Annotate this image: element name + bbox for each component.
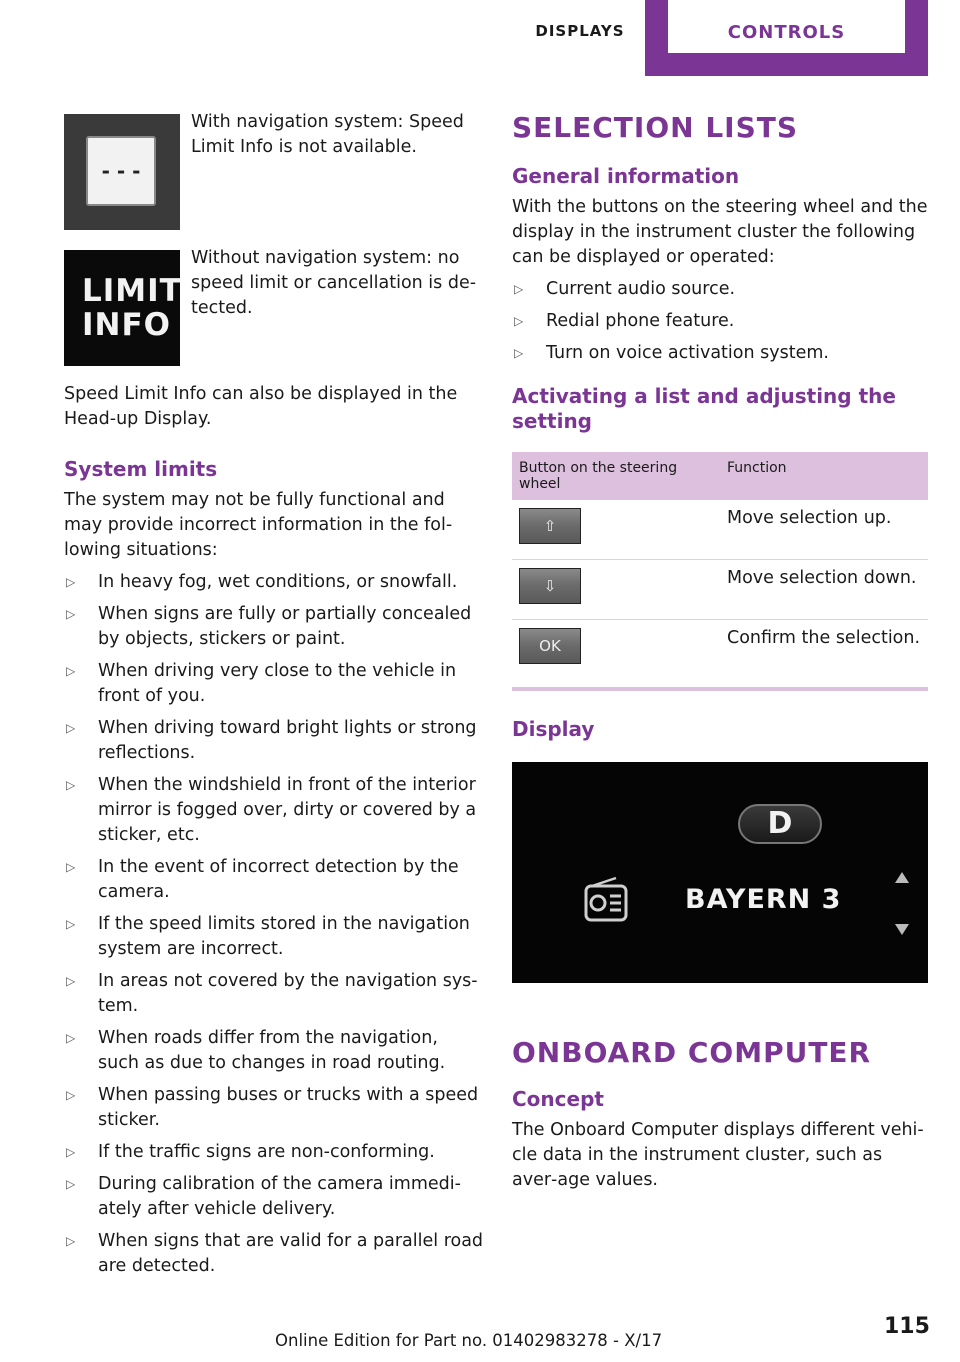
limit-info-text: Without navigation system: no speed limit or cancellation is de‐tected. [191,248,477,318]
arrow-up-key-icon: ⇧ [519,508,581,544]
general-info-heading: General information [512,164,740,188]
bullet-triangle-icon: ▷ [66,860,76,874]
scroll-up-icon [895,872,909,883]
instrument-cluster-display [512,762,928,983]
left-column [64,110,484,1286]
bullet-triangle-icon: ▷ [66,1145,76,1159]
bullet-triangle-icon: ▷ [514,314,524,328]
steering-buttons-table [512,452,928,679]
bullet-triangle-icon: ▷ [66,575,76,589]
general-info-text: With the buttons on the steering wheel and the display in the instrument cluster the following can be displayed or operated: [512,197,928,267]
bullet-triangle-icon: ▷ [66,1177,76,1191]
bullet-triangle-icon: ▷ [66,664,76,678]
radio-icon [582,874,630,924]
list-item: ▷ Current audio source. [512,277,928,302]
page-number: 115 [884,1314,930,1339]
system-limits-intro: The system may not be fully functional and may provide incorrect information in the fol‐lowing situations: [64,490,453,560]
bullet-triangle-icon: ▷ [514,282,524,296]
table-row [512,560,928,620]
chapter-tab [668,0,905,53]
limit-glyph: LIMIT [82,273,182,309]
general-info-list [512,277,928,366]
list-item: ▷ When passing buses or trucks with a speed sticker. [66,1085,479,1130]
list-item: ▷ When driving toward bright lights or strong reflections. [66,718,477,763]
selection-lists-heading: SELECTION LISTS [512,111,799,144]
list-item: ▷ When signs are fully or partially concealed by objects, stickers or paint. [66,604,472,649]
hud-text: Speed Limit Info can also be displayed in the Head-up Display. [64,384,458,429]
bullet-triangle-icon: ▷ [514,346,524,360]
speed-limit-unavailable-text: With navigation system: Speed Limit Info is not available. [191,112,464,157]
table-bottom-rule [512,687,928,691]
chapter-tab-label: CONTROLS [727,22,846,43]
list-item: ▷ Redial phone feature. [512,309,928,334]
bullet-triangle-icon: ▷ [66,1031,76,1045]
bullet-triangle-icon: ▷ [66,607,76,621]
function-cell: Confirm the selection. [727,628,921,648]
info-glyph: INFO [82,307,172,343]
function-cell: Move selection up. [720,500,928,560]
function-cell: Move selection down. [720,560,928,620]
right-column [512,110,928,1193]
list-item: ▷ If the traffic signs are non-conforming. [64,1140,484,1165]
list-item: ▷ Turn on voice activation system. [512,341,928,366]
list-item: ▷ When driving very close to the vehicle in front of you. [66,661,457,706]
dashes-glyph: - - - [101,159,141,183]
list-item: ▷ When signs that are valid for a parallel road are detected. [66,1231,484,1276]
limit-info-icon [64,250,180,366]
list-item: ▷ When roads differ from the navigation, such as due to changes in road routing. [66,1028,446,1073]
bullet-triangle-icon: ▷ [66,974,76,988]
list-item: ▷ During calibration of the camera immedi‐ately after vehicle delivery. [66,1174,461,1219]
bullet-triangle-icon: ▷ [66,778,76,792]
system-limits-list [64,570,484,1279]
system-limits-heading: System limits [64,457,218,481]
table-row [512,500,928,560]
limit-info-row [64,246,484,362]
list-item: ▷ If the speed limits stored in the navigation system are incorrect. [66,914,470,959]
arrow-down-key-icon: ⇩ [519,568,581,604]
list-item: ▷ In heavy fog, wet conditions, or snowfall. [64,570,484,595]
bullet-triangle-icon: ▷ [66,917,76,931]
list-item: ▷ When the windshield in front of the interior mirror is fogged over, dirty or covered by a sticker, etc. [66,775,477,845]
bullet-triangle-icon: ▷ [66,1234,76,1248]
onboard-computer-heading: ONBOARD COMPUTER [512,1036,872,1069]
concept-text: The Onboard Computer displays different vehi‐cle data in the instrument cluster, such as aver‐age values. [512,1120,924,1190]
station-name: BAYERN 3 [685,884,842,915]
activating-heading: Activating a list and adjusting the setting [512,384,896,433]
table-header-button: Button on the steering wheel [512,452,720,500]
speed-limit-unavailable-icon [64,114,180,230]
table-header-function: Function [720,452,928,500]
display-heading: Display [512,717,595,741]
concept-heading: Concept [512,1087,604,1111]
ok-key-icon: OK [519,628,581,664]
bullet-triangle-icon: ▷ [66,1088,76,1102]
speed-limit-unavailable-row [64,110,484,226]
section-label: DISPLAYS [535,22,625,40]
list-item: ▷ In the event of incorrect detection by the camera. [66,857,459,902]
bullet-triangle-icon: ▷ [66,721,76,735]
gear-indicator: D [738,804,822,844]
table-row [512,620,928,680]
list-item: ▷ In areas not covered by the navigation sys‐tem. [66,971,478,1016]
scroll-down-icon [895,924,909,935]
edition-footer: Online Edition for Part no. 01402983278 - X/17 [275,1331,663,1350]
